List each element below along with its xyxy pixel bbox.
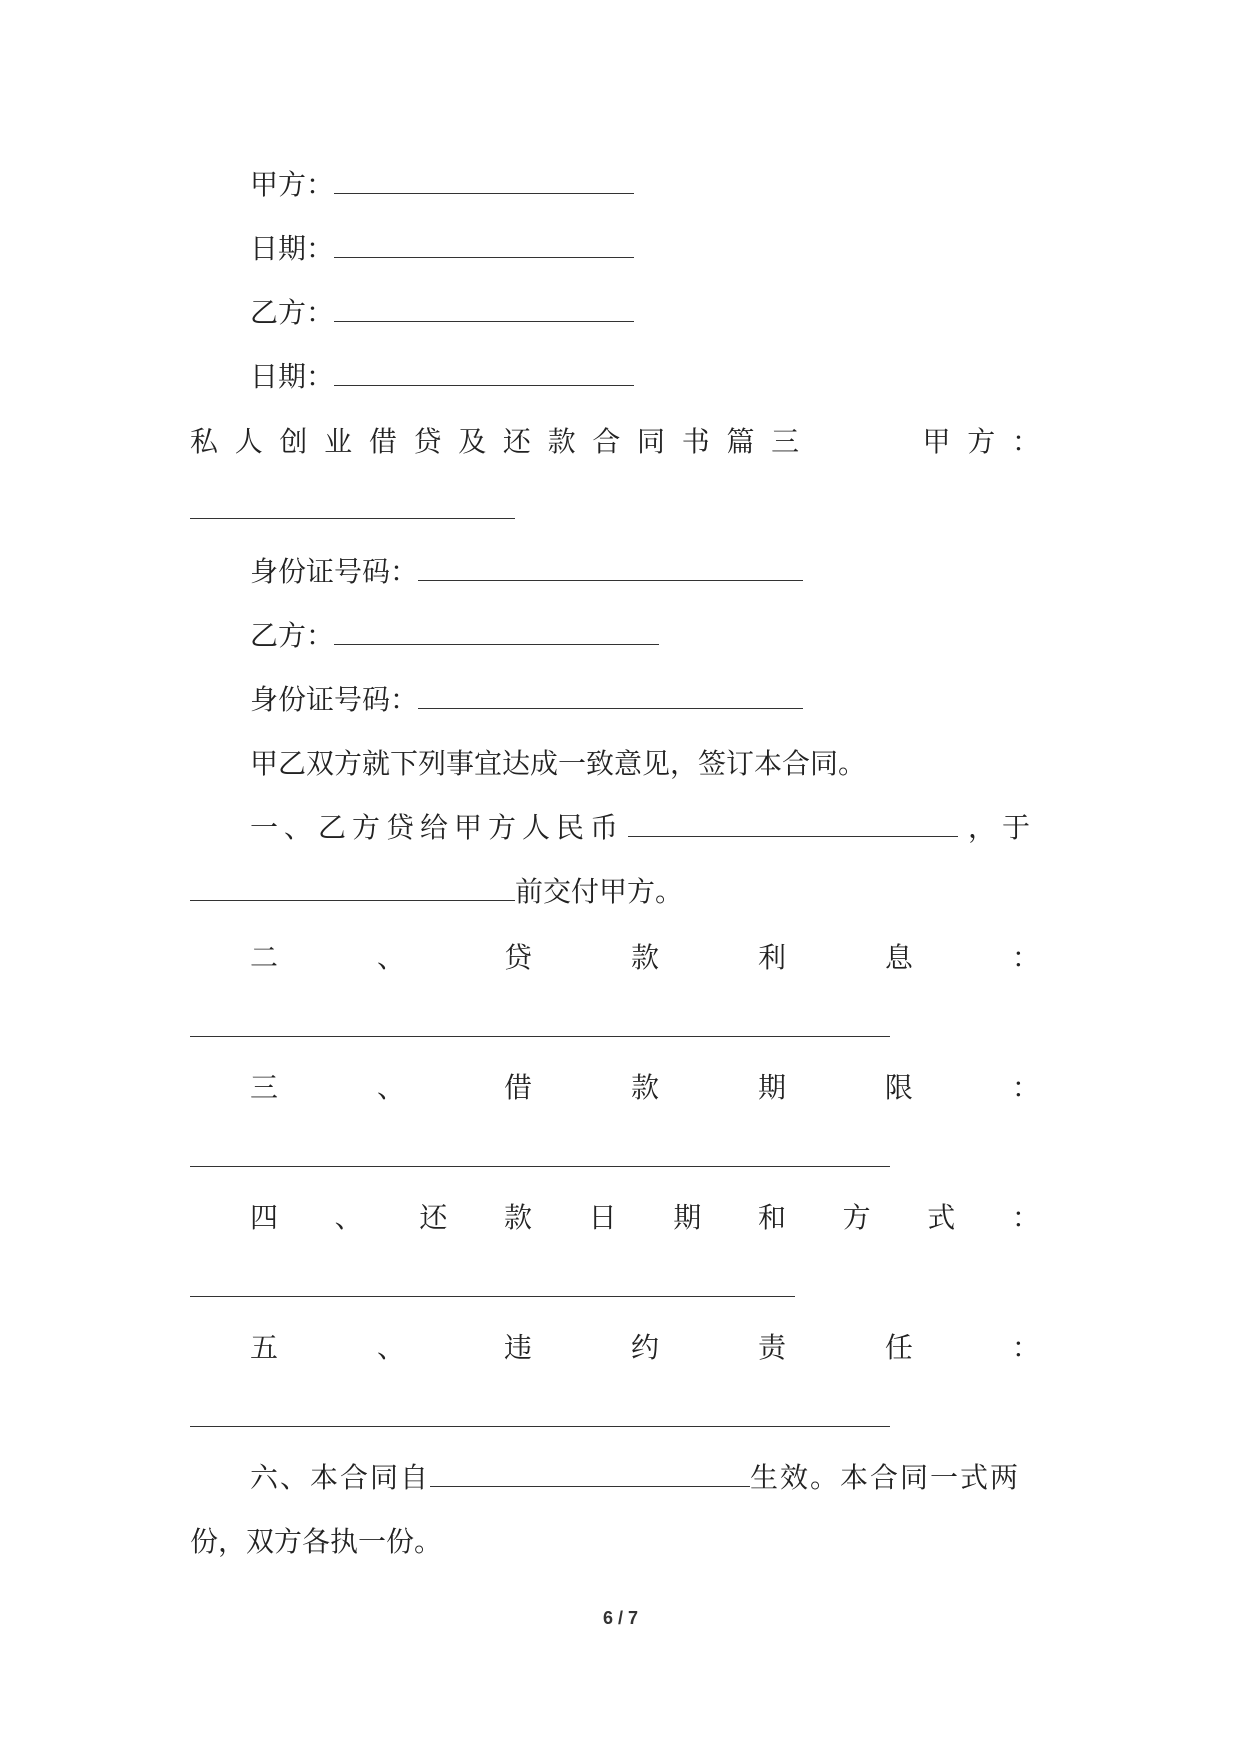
clause-4-char: 和 — [757, 1201, 786, 1234]
clause-5-char: 约 — [630, 1331, 659, 1364]
title-gap — [816, 422, 906, 462]
clause-4-char: 方 — [842, 1201, 871, 1234]
clause-6-text-a: 六、本合同自 — [250, 1461, 431, 1494]
intro-text: 甲乙双方就下列事宜达成一致意见，签订本合同。 — [250, 747, 867, 780]
clause-3-char: 借 — [503, 1071, 532, 1104]
clause-1-text-b: ，于 — [968, 811, 1037, 844]
clause-2-char: 贷 — [503, 941, 532, 974]
clause-5-char: 五 — [250, 1331, 279, 1364]
clause-3-char: 期 — [757, 1071, 786, 1104]
title-char: 篇 — [726, 425, 755, 458]
clause-6-text-c: 份，双方各执一份。 — [190, 1525, 443, 1558]
title-char: 借 — [368, 425, 397, 458]
clause-4-char: 还 — [419, 1201, 448, 1234]
clause-6-line-1 — [250, 1458, 1020, 1498]
clause-2-char: 二 — [250, 941, 279, 974]
clause-3-blank — [190, 1166, 890, 1167]
date-label-1: 日期： — [250, 232, 335, 265]
party-b-line — [250, 616, 659, 656]
clause-4-char: 式 — [927, 1201, 956, 1234]
party-a-signature-line — [250, 165, 634, 205]
party-a-char: 甲 — [922, 425, 951, 458]
date-label-2: 日期： — [250, 360, 335, 393]
clause-2-char: ： — [1011, 941, 1040, 974]
id-blank-b — [418, 682, 803, 709]
title-char: 私 — [190, 425, 219, 458]
party-a-blank-rule — [190, 518, 515, 519]
clause-2-char: 款 — [630, 941, 659, 974]
clause-3-char: 限 — [884, 1071, 913, 1104]
id-label-b: 身份证号码： — [250, 683, 419, 716]
title-char: 业 — [324, 425, 353, 458]
clause-3-char: 、 — [376, 1071, 405, 1104]
clause-3-heading — [250, 1068, 1040, 1108]
clause-4-heading — [250, 1198, 1040, 1238]
title-char: 人 — [234, 425, 263, 458]
section-title-line — [190, 422, 1040, 462]
clause-5-blank — [190, 1426, 890, 1427]
party-a-blank — [334, 167, 634, 194]
clause-1-line-1 — [250, 808, 1036, 848]
date-blank-1 — [334, 231, 634, 258]
id-line-a — [250, 552, 803, 592]
clause-1-text-a: 一、乙方贷给甲方人民币 — [250, 811, 625, 844]
clause-4-char: 款 — [503, 1201, 532, 1234]
clause-4-char: 期 — [673, 1201, 702, 1234]
clause-1-line-2 — [190, 872, 683, 912]
title-char: 三 — [771, 425, 800, 458]
clause-5-char: ： — [1011, 1331, 1040, 1364]
title-char: 贷 — [413, 425, 442, 458]
clause-6-date-blank — [430, 1460, 750, 1487]
clause-2-blank — [190, 1036, 890, 1037]
clause-3-char: 款 — [630, 1071, 659, 1104]
clause-1-text-c: 前交付甲方。 — [515, 875, 684, 908]
clause-4-char: 、 — [334, 1201, 363, 1234]
clause-2-heading — [250, 938, 1040, 978]
party-b-blank-2 — [334, 618, 659, 645]
clause-3-char: ： — [1011, 1071, 1040, 1104]
clause-5-char: 责 — [757, 1331, 786, 1364]
clause-5-char: 违 — [503, 1331, 532, 1364]
clause-4-char: 四 — [250, 1201, 279, 1234]
clause-3-char: 三 — [250, 1071, 279, 1104]
clause-5-char: 任 — [884, 1331, 913, 1364]
clause-2-char: 利 — [757, 941, 786, 974]
clause-6-text-b: 生效。本合同一式两 — [750, 1461, 1021, 1494]
clause-2-char: 息 — [884, 941, 913, 974]
party-b-signature-line — [250, 293, 634, 333]
title-char: 款 — [547, 425, 576, 458]
title-char: 书 — [681, 425, 710, 458]
page-number: 6 / 7 — [602, 1608, 639, 1628]
clause-1-amount-blank — [628, 810, 958, 837]
id-label-a: 身份证号码： — [250, 555, 419, 588]
party-a-label: 甲方： — [250, 168, 335, 201]
clause-5-heading — [250, 1328, 1040, 1368]
party-b-blank — [334, 295, 634, 322]
title-char: 创 — [279, 425, 308, 458]
date-blank-2 — [334, 359, 634, 386]
party-b-label-2: 乙方： — [250, 619, 335, 652]
id-blank-a — [418, 554, 803, 581]
title-char: 还 — [502, 425, 531, 458]
clause-4-char: ： — [1011, 1201, 1040, 1234]
clause-2-char: 、 — [376, 941, 405, 974]
date-signature-line-1 — [250, 229, 634, 269]
title-char: 及 — [458, 425, 487, 458]
clause-1-date-blank — [190, 874, 515, 901]
clause-4-blank — [190, 1296, 795, 1297]
clause-6-line-2 — [190, 1522, 442, 1562]
clause-5-char: 、 — [376, 1331, 405, 1364]
party-a-char: 方 — [967, 425, 996, 458]
title-char: 合 — [592, 425, 621, 458]
party-a-char: ： — [1011, 425, 1040, 458]
title-char: 同 — [637, 425, 666, 458]
clause-4-char: 日 — [588, 1201, 617, 1234]
party-b-label: 乙方： — [250, 296, 335, 329]
intro-paragraph — [250, 744, 866, 784]
date-signature-line-2 — [250, 357, 634, 397]
id-line-b — [250, 680, 803, 720]
